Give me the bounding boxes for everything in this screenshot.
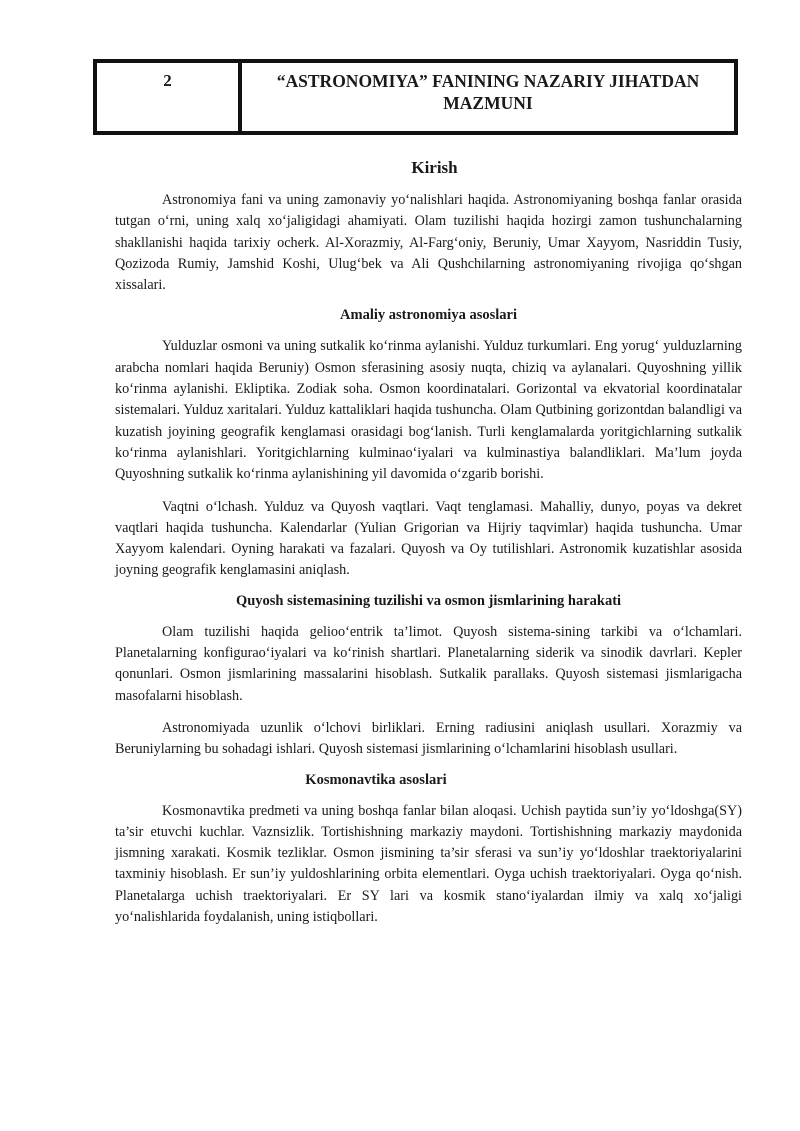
chapter-number: 2 [97,63,242,131]
paragraph: Yulduzlar osmoni va uning sutkalik ko‘rinma aylanishi. Yulduz turkumlari. Eng yorug‘ yulduzlarning arabcha nomlari haqida Beruniy) Osmon sferasining asosiy nuqta, chiziq va aylanalari. Quyoshning yillik ko‘rinma aylanishi. Ekliptika. Zodiak soha. Osmon koordinatalari. Gorizontal va ekvatorial koordinatalar sistemalari. Yulduz xaritalari. Yulduz kattaliklari haqida tushuncha. Olam Qutbining gorizontdan balandligi va kuzatish joyining geografik kenglamasi orasidagi bog‘lanish. Turli kenglamalarda yoritgichlarning sutkalik ko‘rinma aylanishlari. Yoritgichlarning kulminao‘iyalari va kulminastiya balandliklari. Ma’lum joyda Quyoshning sutkalik ko‘rinma aylanishining yil davomida o‘zgarib borishi. [115,338,742,483]
document-body [115,158,742,939]
section-heading-solar-system: Quyosh sistemasining tuzilishi va osmon jismlarining harakati [235,592,622,609]
section-heading-cosmonautics: Kosmonavtika asoslari [305,771,447,788]
paragraph: Astronomiyada uzunlik o‘lchovi birliklari. Erning radiusini aniqlash usullari. Xorazmiy va Beruniylarning bu sohadagi ishlari. Quyosh sistemasi jismlarining o‘lchamlarini hisoblash usullari. [115,719,742,758]
paragraph: Kosmonavtika predmeti va uning boshqa fanlar bilan aloqasi. Uchish paytida sun’iy yo‘ldoshga(SY) ta’sir etuvchi kuchlar. Vaznsizlik. Tortishishning markaziy maydoni. Tortishishning markaziy maydonida jismning xarakati. Kosmik tezliklar. Osmon jismining ta’sir sferasi va sun’iy yo‘ldoshlar traektoriyalarini taxminiy hisoblash. Er sun’iy yuldoshlarining orbita elementlari. Oyga uchish traektoriyalari. Oyga qo‘nish. Planetalarga uchish traektoriyalari. Er SY lari va kosmik stano‘iyalardan ilmiy va xalq xo‘jaligi yo‘nalishlarida foydalanish, uning istiqbollari. [115,802,742,926]
paragraph: Vaqtni o‘lchash. Yulduz va Quyosh vaqtlari. Vaqt tenglamasi. Mahalliy, dunyo, poyas va dekret vaqtlari haqida tushuncha. Kalendarlar (Yulian Grigorian va Hijriy taqvimlar) haqida tushuncha. Umar Xayyom kalendari. Oyning harakati va fazalari. Quyosh va Oy tutilishlari. Astronomik kuzatishlar asosida joyning geografik kenglamasini aniqlash. [115,498,742,579]
intro-heading: Kirish [411,158,458,177]
paragraph: Olam tuzilishi haqida gelioo‘entrik ta’limot. Quyosh sistema-sining tarkibi va o‘lchamlari. Planetalarning konfigurao‘iyalari va ko‘rinish shartlari. Planetalarning siderik va sinodik davrlari. Kepler qonunlari. Osmon jismlarining massalarini hisoblash. Sutkalik parallaks. Quyosh sistemasi jismlarigacha masofalarni hisoblash. [115,623,742,704]
chapter-header-box [93,59,738,135]
intro-paragraph: Astronomiya fani va uning zamonaviy yo‘nalishlari haqida. Astronomiyaning boshqa fanlar orasida tutgan o‘rni, uning xalq xo‘jaligidagi ahamiyati. Olam tuzilishi haqida hozirgi zamon tushunchalarning shakllanishi haqida tarixiy ocherk. Al-Xorazmiy, Al-Farg‘oniy, Beruniy, Umar Xayyom, Nasriddin Tusiy, Qozizoda Rumiy, Jamshid Koshi, Ulug‘bek va Ali Qushchilarning astronomiyaning rivojiga qo‘shgan xissalari. [115,192,742,294]
chapter-title: “ASTRONOMIYA” FANINING NAZARIY JIHATDAN MAZMUNI [276,71,700,113]
section-heading-practical-astronomy: Amaliy astronomiya asoslari [340,307,517,324]
